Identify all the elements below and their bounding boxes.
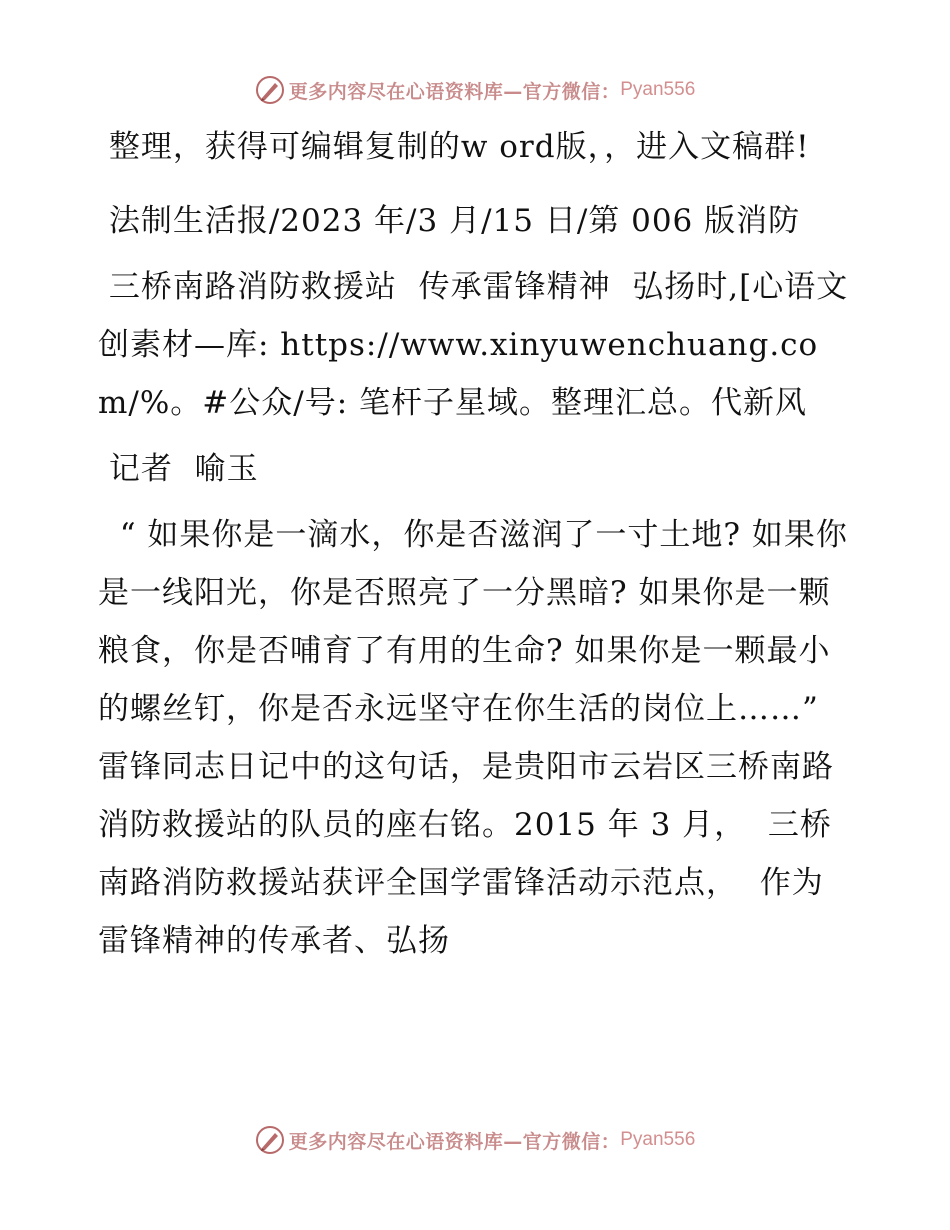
header-banner	[0, 70, 950, 110]
pen-logo-icon	[255, 75, 285, 105]
banner-text: 更多内容尽在心语资料库—官方微信：	[288, 1130, 621, 1153]
banner-contact: Pyan556	[620, 79, 696, 100]
footer-banner	[0, 1120, 950, 1160]
document-body	[98, 118, 850, 970]
paragraph-main: “ 如果你是一滴水，你是否滋润了一寸土地? 如果你是一线阳光，你是否照亮了一分黑暗? 如果你是一颗粮食，你是否哺育了有用的生命? 如果你是一颗最小的螺丝钉，你是否永远坚守在你生活的岗位上……” 雷锋同志日记中的这句话，是贵阳市云岩区三桥南路消防救援站的队员的座右铭。2015 年 3 月， 三桥南路消防救援站获评全国学雷锋活动示范点， 作为雷锋精神的传承者、弘扬	[98, 517, 848, 959]
paragraph-source: 法制生活报/2023 年/3 月/15 日/第 006 版消防	[98, 203, 801, 239]
pen-logo-icon	[255, 1125, 285, 1155]
paragraph-reporter: 记者 喻玉	[98, 451, 259, 487]
paragraph-headline: 三桥南路消防救援站 传承雷锋精神 弘扬时,[心语文创素材—库: https://www.xinyuwenchuang.com/%。#公众/号: 笔杆子星域。整理汇总。代新风	[98, 269, 849, 421]
paragraph-intro: 整理，获得可编辑复制的w ord版，，进入文稿群!	[98, 129, 810, 165]
banner-contact: Pyan556	[620, 1129, 696, 1150]
banner-text: 更多内容尽在心语资料库—官方微信：	[288, 80, 621, 103]
